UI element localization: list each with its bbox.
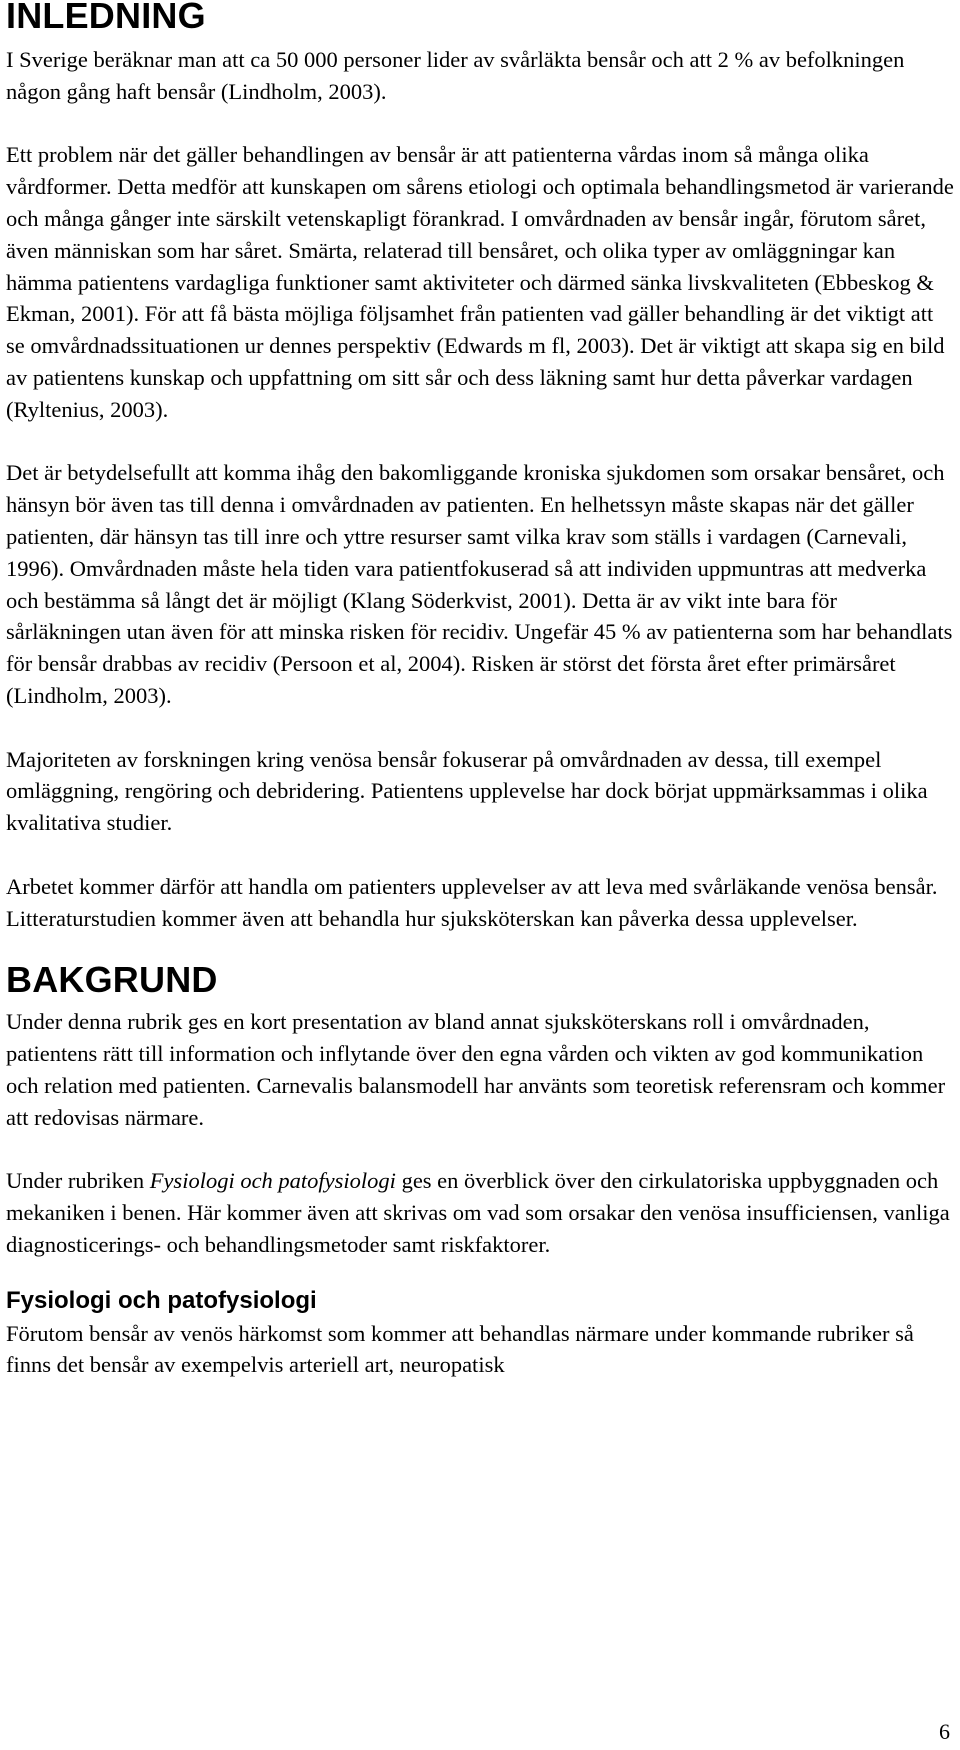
intro-paragraph-2: Ett problem när det gäller behandlingen av bensår är att patienterna vårdas inom så många olika vårdformer. Detta medför att kunskapen om sårens etiologi och optimala behandlingsmetod är varierande och många gånger inte särskilt vetenskapligt förankrad. I omvårdnaden av bensår ingår, förutom såret, även människan som har såret. Smärta, relaterad till bensåret, och olika typer av omläggningar kan hämma patientens vardagliga funktioner samt aktiviteter och därmed sänka livskvaliteten (Ebbeskog & Ekman, 2001). För att få bästa möjliga följsamhet från patienten vad gäller behandling är det viktigt att se omvårdnadssituationen ur dennes perspektiv (Edwards m fl, 2003). Det är viktigt att skapa sig en bild av patientens kunskap och uppfattning om sitt sår och dess läkning samt hur detta påverkar vardagen (Ryltenius, 2003). [6,142,954,422]
subsection-heading-fysiologi: Fysiologi och patofysiologi [6,1286,317,1314]
bakgrund-paragraph-2-end: ges en överblick över den cirkulatoriska uppbyggnaden och mekaniken i benen. Här kommer även att skrivas om vad som orsakar den venösa insufficiensen, vanliga diagnosticerings- och behandlingsmetoder samt riskfaktorer. [6,1168,950,1257]
intro-paragraph-5: Arbetet kommer därför att handla om patienters upplevelser av att leva med svårläkande venösa bensår. Litteraturstudien kommer även att behandla hur sjuksköterskan kan påverka dessa upplevelser. [6,873,938,931]
fysiologi-paragraph-1: Förutom bensår av venös härkomst som kommer att behandlas närmare under kommande rubriker så finns det bensår av exempelvis arteriell art, neuropatisk [6,1320,914,1378]
intro-paragraph-4: Majoriteten av forskningen kring venösa bensår fokuserar på omvårdnaden av dessa, till exempel omläggning, rengöring och debridering. Patientens upplevelse har dock börjat uppmärksammas i olika kvalitativa studier. [6,746,928,836]
page-number: 6 [939,1719,950,1744]
section-heading-inledning: INLEDNING [6,0,206,36]
section-heading-bakgrund: BAKGRUND [6,959,218,1001]
intro-paragraph-3: Det är betydelsefullt att komma ihåg den bakomliggande kroniska sjukdomen som orsakar bensåret, och hänsyn bör även tas till denna i omvårdnaden av patienten. En helhetssyn måste skapas när det gäller patienten, där hänsyn tas till inre och yttre resurser samt vilka krav som ställs i vardagen (Carnevali, 1996). Omvårdnaden måste hela tiden vara patientfokuserad så att individen uppmuntras att medverka och bestämma så långt det är möjligt (Klang Söderkvist, 2001). Detta är av vikt inte bara för sårläkningen utan även för att minska risken för recidiv. Ungefär 45 % av patienterna som har behandlats för bensår drabbas av recidiv (Persoon et al, 2004). Risken är störst det första året efter primärsåret (Lindholm, 2003). [6,460,953,708]
bakgrund-paragraph-2-start: Under rubriken [6,1168,150,1194]
intro-paragraph-1: I Sverige beräknar man att ca 50 000 personer lider av svårläkta bensår och att 2 % av befolkningen någon gång haft bensår (Lindholm, 2003). [6,47,905,104]
bakgrund-paragraph-1: Under denna rubrik ges en kort presentation av bland annat sjuksköterskans roll i omvårdnaden, patientens rätt till information och inflytande över den egna vården och vikten av god kommunikation och relation med patienten. Carnevalis balansmodell har använts som teoretisk referensram och kommer att redovisas närmare. [6,1009,946,1130]
bakgrund-paragraph-2 [6,1165,954,1260]
document-page [6,0,954,1381]
bakgrund-paragraph-2-italic-term: Fysiologi och patofysiologi [149,1168,396,1194]
